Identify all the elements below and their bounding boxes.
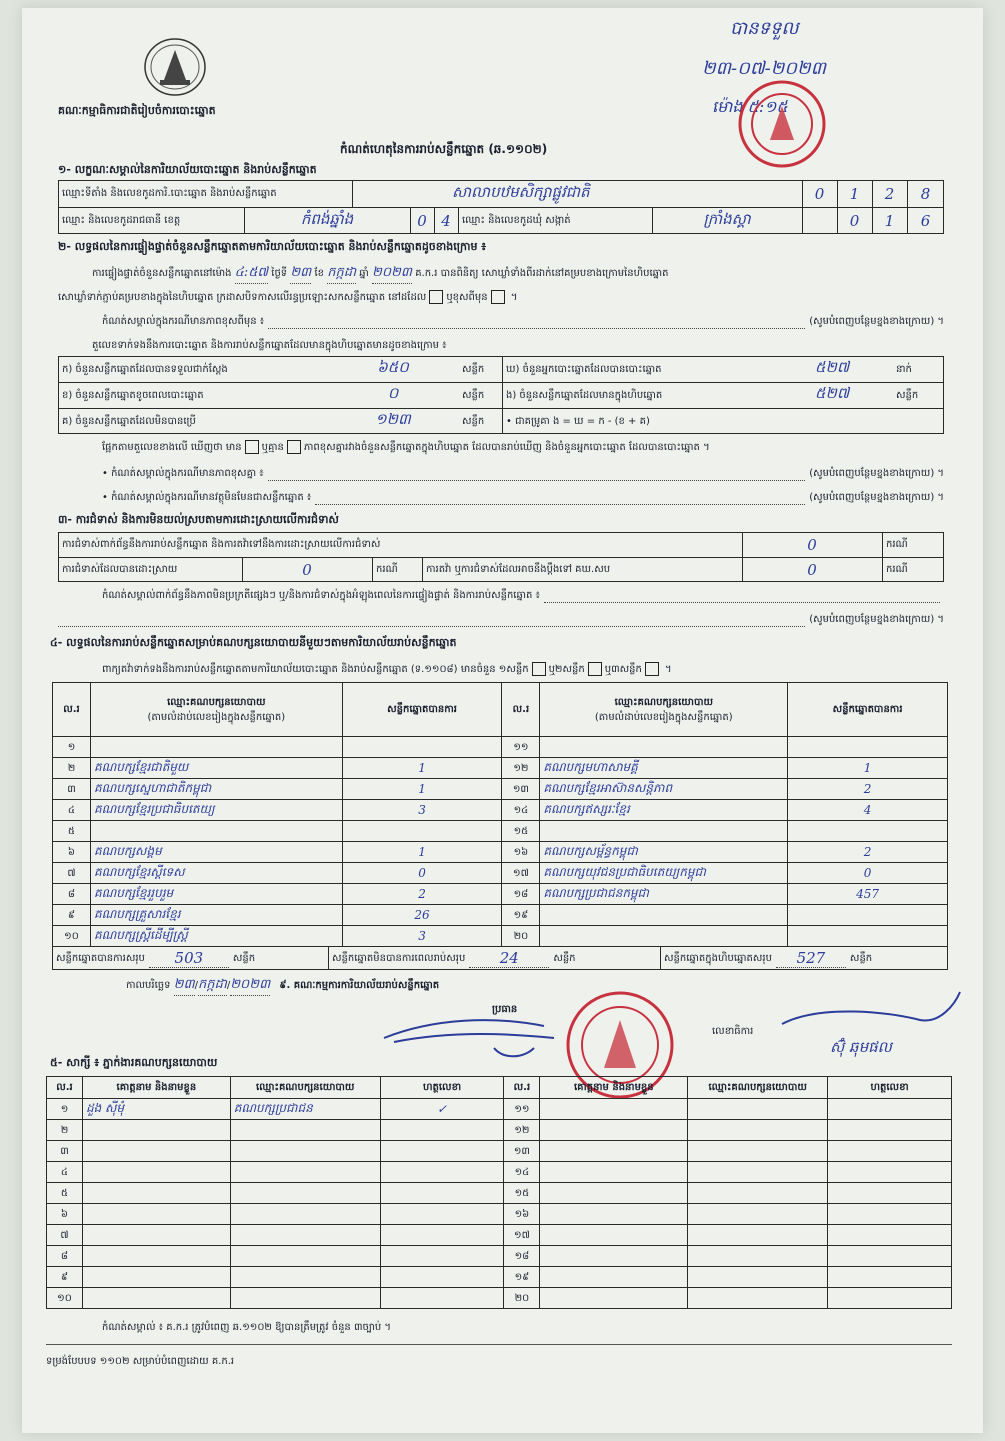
result-no: ៩ bbox=[53, 905, 91, 926]
form-title: កំណត់ហេតុនៃការរាប់សន្លឹកឆ្នោត (ឆ.១១០២) bbox=[340, 142, 548, 156]
section3-heading: ៣- ការជំទាស់ និងការមិនយល់ស្របតាមការដោះស្រាយលើការជំទាស់ bbox=[58, 513, 339, 526]
complaint-sheets-line: ពាក្យតវ៉ាទាក់ទងនឹងការរាប់សន្លឹកឆ្នោតតាមការិយាល័យបោះឆ្នោត និងរាប់សន្លឹកឆ្នោត (ទ.១១០៨) មានចំនួន ១សន្លឹក ឬ២សន្លឹក ឬ៣សន្លឹក ។ bbox=[102, 664, 672, 675]
result-no2: ១៨ bbox=[502, 884, 540, 905]
table-row bbox=[53, 884, 948, 905]
result-votes2 bbox=[788, 926, 948, 947]
result-party: គណបក្សសង្គម bbox=[90, 842, 342, 863]
witness-empty-cell bbox=[540, 1288, 688, 1309]
three-sheets-checkbox[interactable] bbox=[645, 662, 659, 676]
table-row bbox=[53, 926, 948, 947]
total-box-value: 527 bbox=[776, 949, 846, 968]
figure-unit: នាក់ bbox=[896, 363, 912, 375]
witness-name bbox=[82, 1267, 230, 1288]
col-no: ល.រ bbox=[53, 683, 91, 737]
verification-line: ការផ្ទៀងផ្ទាត់ចំនួនសន្លឹកឆ្នោតនៅម៉ោង ៤:៥៧ ថ្ងៃទី ២៣ ខែ កក្កដា ឆ្នាំ ២០២៣ គ.ក.រ បានពិនិត្យ សោឃ្លាំទាំងពីរដាក់នៅគម្របខាងក្រោមនៃហិបឆ្នោត bbox=[92, 264, 952, 284]
result-no: ៧ bbox=[53, 863, 91, 884]
result-party: គណបក្សខ្មែររួបរួម bbox=[90, 884, 342, 905]
witness-no: ៦ bbox=[47, 1204, 83, 1225]
table-row bbox=[53, 758, 948, 779]
difference-note: • កំណត់សម្គាល់ក្នុងករណីមានភាពខុសគ្នា ៖ (សូមបំពេញបន្ថែមខ្នងខាងក្រោយ) ។ bbox=[102, 468, 944, 479]
witness-party bbox=[230, 1288, 380, 1309]
witness-party bbox=[230, 1183, 380, 1204]
result-votes: 3 bbox=[342, 800, 502, 821]
witness-sign bbox=[380, 1141, 504, 1162]
witness-party: គណបក្សប្រជាជន bbox=[230, 1099, 380, 1120]
witness-empty-cell bbox=[540, 1246, 688, 1267]
result-votes: 2 bbox=[342, 884, 502, 905]
red-seal-icon bbox=[736, 78, 828, 170]
witness-empty-cell bbox=[688, 1288, 828, 1309]
witness-sign bbox=[380, 1120, 504, 1141]
result-votes bbox=[342, 737, 502, 758]
figure-unit: សន្លឹក bbox=[462, 389, 485, 401]
result-no: ១០ bbox=[53, 926, 91, 947]
has-difference-checkbox[interactable] bbox=[245, 440, 259, 454]
result-no2: ១៧ bbox=[502, 863, 540, 884]
witness-empty-cell bbox=[540, 1267, 688, 1288]
col-votes-2: សន្លឹកឆ្នោតបានការ bbox=[788, 683, 948, 737]
figure-label: គ) ចំនួនសន្លឹកឆ្នោតដែលមិនបានប្រើ bbox=[62, 415, 196, 427]
witness-empty-cell bbox=[540, 1204, 688, 1225]
result-party: គណបក្សខ្មែរជាតិមួយ bbox=[90, 758, 342, 779]
witness-empty-cell bbox=[828, 1099, 952, 1120]
unchanged-checkbox[interactable] bbox=[429, 290, 443, 304]
footnote: កំណត់សម្គាល់ ៖ គ.ក.រ ត្រូវបំពេញ ឆ.១១០២ ឱ្យបានត្រឹមត្រូវ ចំនួន ៣ច្បាប់ ។ bbox=[102, 1322, 391, 1333]
total-invalid: សន្លឹកឆ្នោតមិនបានការពេលរាប់សរុប 24 សន្លឹក bbox=[332, 948, 576, 967]
witness-empty-cell bbox=[688, 1267, 828, 1288]
witness-party bbox=[230, 1246, 380, 1267]
table-row bbox=[53, 905, 948, 926]
result-votes2 bbox=[788, 737, 948, 758]
result-party: គណបក្សស្នេហាជាតិកម្ពុជា bbox=[90, 779, 342, 800]
section2-heading: ២- លទ្ធផលនៃការផ្ទៀងផ្ទាត់ចំនួនសន្លឹកឆ្នោតតាមការិយាល័យបោះឆ្នោត និងរាប់សន្លឹកឆ្នោតដូចខាងក្រោម ៖ bbox=[58, 240, 487, 253]
result-party: គណបក្សខ្មែរប្រជាធិបតេយ្យ bbox=[90, 800, 342, 821]
table-row bbox=[47, 1162, 952, 1183]
witness-party bbox=[230, 1120, 380, 1141]
difference-note-line: កំណត់សម្គាល់ក្នុងករណីមានភាពខុសពីមុន ៖ (សូមបំពេញបន្ថែមខ្នងខាងក្រោយ) ។ bbox=[102, 316, 944, 327]
result-votes2: 2 bbox=[788, 779, 948, 800]
result-votes2: 1 bbox=[788, 758, 948, 779]
witness-no: ៨ bbox=[47, 1246, 83, 1267]
witness-no: ៣ bbox=[47, 1141, 83, 1162]
difference-line: ផ្អែកតាមតួលេខខាងលើ ឃើញថា មាន ឬគ្មាន ភាពខុសគ្នារវាងចំនួនសន្លឹកឆ្នោតក្នុងហិបឆ្នោត ដែលបានរាប់ឃើញ និងចំនួនអ្នកបោះឆ្នោត ដែលបានបោះឆ្នោត ។ bbox=[102, 442, 710, 453]
table-row bbox=[53, 800, 948, 821]
result-party2: គណបក្សប្រជាជនកម្ពុជា bbox=[540, 884, 788, 905]
results-table bbox=[52, 682, 948, 947]
appeal-label: ការតវ៉ា ឬការជំទាស់ដែលអាចនឹងប្តឹងទៅ គឃ.សប bbox=[426, 564, 611, 575]
verification-day: ២៣ bbox=[290, 264, 311, 284]
witness-no: ៥ bbox=[47, 1183, 83, 1204]
result-party2 bbox=[540, 821, 788, 842]
result-votes2: 4 bbox=[788, 800, 948, 821]
objection-unit: ករណី bbox=[886, 539, 908, 550]
result-votes: 1 bbox=[342, 842, 502, 863]
office-label: ឈ្មោះទីតាំង និងលេខកូដការិ.បោះឆ្នោត និងរាប់សន្លឹកឆ្នោត bbox=[62, 188, 277, 199]
figure-value: ៦៥០ bbox=[377, 358, 409, 376]
col-party: ឈ្មោះគណបក្សនយោបាយ (តាមលំដាប់លេខរៀងក្នុងសន្លឹកឆ្នោត) bbox=[90, 683, 342, 737]
commune-value: ក្រាំងស្គា bbox=[703, 209, 751, 228]
result-votes: 3 bbox=[342, 926, 502, 947]
result-no: ៤ bbox=[53, 800, 91, 821]
witness-no: ៤ bbox=[47, 1162, 83, 1183]
result-no2: ១៥ bbox=[502, 821, 540, 842]
office-value: សាលាបឋមសិក្សាផ្លូវជាតិ bbox=[452, 182, 590, 201]
table-row bbox=[53, 779, 948, 800]
witness-empty-cell bbox=[540, 1225, 688, 1246]
result-no: ៨ bbox=[53, 884, 91, 905]
witness-empty-cell bbox=[688, 1183, 828, 1204]
result-votes2 bbox=[788, 821, 948, 842]
witness-no: ៩ bbox=[47, 1267, 83, 1288]
witness-no2: ១១ bbox=[504, 1099, 540, 1120]
province-code-digit: 0 bbox=[417, 211, 427, 230]
result-no2: ២០ bbox=[502, 926, 540, 947]
result-party2: គណបក្សខ្មែរអាស៊ានសន្តិភាព bbox=[540, 779, 788, 800]
figure-label: ក) ចំនួនសន្លឹកឆ្នោតដែលបានទទួលជាក់ស្តែង bbox=[62, 363, 228, 375]
figure-value: ១២៣ bbox=[375, 410, 411, 428]
witness-empty-cell bbox=[688, 1099, 828, 1120]
seal-status-line: សោឃ្លាំទាក់ភ្ជាប់គម្របខាងក្នុងនៃហិបឆ្នោត ក្រដាសបិទកាសលើរន្ធប្រឡោះសកសន្លឹកឆ្នោត នៅដដែល ឬខុសពីមុន ។ bbox=[58, 292, 518, 303]
form-page bbox=[22, 8, 983, 1433]
one-sheet-checkbox[interactable] bbox=[532, 662, 546, 676]
witness-name bbox=[82, 1141, 230, 1162]
chair-label: ប្រធាន bbox=[492, 1004, 518, 1015]
table-row bbox=[53, 842, 948, 863]
witness-empty-cell bbox=[540, 1183, 688, 1204]
witness-name bbox=[82, 1183, 230, 1204]
result-no2: ១១ bbox=[502, 737, 540, 758]
section1-heading: ១- លក្ខណៈសម្គាល់នៃការិយាល័យបោះឆ្នោត និងរាប់សន្លឹកឆ្នោត bbox=[58, 163, 317, 176]
witness-empty-cell bbox=[828, 1267, 952, 1288]
col-votes: សន្លឹកឆ្នោតបានការ bbox=[342, 683, 502, 737]
witness-name: ដួង ស៊ីមុំ bbox=[82, 1099, 230, 1120]
table-row bbox=[47, 1120, 952, 1141]
section5-heading: ៥- សាក្សី ៖ ភ្នាក់ងារគណបក្សនយោបាយ bbox=[50, 1056, 218, 1069]
commission-name: គណៈកម្មាធិការជាតិរៀបចំការបោះឆ្នោត bbox=[58, 104, 216, 117]
table-row bbox=[47, 1267, 952, 1288]
witness-empty-cell bbox=[540, 1120, 688, 1141]
witness-empty-cell bbox=[828, 1225, 952, 1246]
total-invalid-value: 24 bbox=[469, 949, 549, 968]
witness-no2: ១៨ bbox=[504, 1246, 540, 1267]
received-stamp bbox=[702, 14, 932, 154]
witness-no: ៧ bbox=[47, 1225, 83, 1246]
table-row bbox=[47, 1183, 952, 1204]
verification-time: ៤:៥៧ bbox=[235, 264, 268, 284]
witness-empty-cell bbox=[540, 1099, 688, 1120]
foreign-object-note: • កំណត់សម្គាល់ក្នុងករណីមានវត្ថុមិនមែនជាសន្លឹកឆ្នោត ៖ (សូមបំពេញបន្ថែមខ្នងខាងក្រោយ) ។ bbox=[102, 492, 944, 503]
table-row bbox=[47, 1204, 952, 1225]
result-votes2: 0 bbox=[788, 863, 948, 884]
witness-empty-cell bbox=[688, 1225, 828, 1246]
table-row bbox=[47, 1141, 952, 1162]
appeal-unit: ករណី bbox=[886, 564, 908, 575]
commune-code-digit: 0 bbox=[849, 211, 860, 230]
result-party2: គណបក្សសម្ព័ន្ធកម្ពុជា bbox=[540, 842, 788, 863]
witness-empty-cell bbox=[828, 1141, 952, 1162]
witness-empty-cell bbox=[688, 1120, 828, 1141]
witness-sign bbox=[380, 1267, 504, 1288]
figure-value bbox=[772, 408, 892, 434]
resolved-unit: ករណី bbox=[376, 564, 398, 575]
commune-code-digit: 6 bbox=[920, 211, 931, 230]
witness-empty-cell bbox=[828, 1246, 952, 1267]
total-in-box: សន្លឹកឆ្នោតក្នុងហិបឆ្នោតសរុប 527 សន្លឹក bbox=[664, 948, 873, 967]
result-party: គណបក្សខ្មែរស្ដីទេស bbox=[90, 863, 342, 884]
result-votes: 1 bbox=[342, 779, 502, 800]
witness-empty-cell bbox=[828, 1120, 952, 1141]
total-valid-value: 503 bbox=[149, 949, 229, 968]
witness-no2: ១៩ bbox=[504, 1267, 540, 1288]
figure-unit bbox=[892, 408, 944, 434]
figure-unit: សន្លឹក bbox=[462, 363, 485, 375]
witness-party bbox=[230, 1204, 380, 1225]
table-row bbox=[47, 1099, 952, 1120]
witness-name bbox=[82, 1120, 230, 1141]
witness-party bbox=[230, 1141, 380, 1162]
witness-no: ១ bbox=[47, 1099, 83, 1120]
witness-no2: ២០ bbox=[504, 1288, 540, 1309]
witness-party bbox=[230, 1162, 380, 1183]
province-value: កំពង់ឆ្នាំង bbox=[300, 209, 354, 228]
verification-month: កក្កដា bbox=[327, 264, 356, 284]
result-no: ៣ bbox=[53, 779, 91, 800]
result-no2: ១៩ bbox=[502, 905, 540, 926]
result-no: ២ bbox=[53, 758, 91, 779]
witness-party bbox=[230, 1225, 380, 1246]
result-party bbox=[90, 821, 342, 842]
objection-count: 0 bbox=[807, 535, 817, 554]
result-votes2: 2 bbox=[788, 842, 948, 863]
witness-empty-cell bbox=[540, 1162, 688, 1183]
witness-sign bbox=[380, 1246, 504, 1267]
witness-empty-cell bbox=[828, 1162, 952, 1183]
result-party2 bbox=[540, 926, 788, 947]
result-party2 bbox=[540, 737, 788, 758]
col-party-2: ឈ្មោះគណបក្សនយោបាយ (តាមលំដាប់លេខរៀងក្នុងសន្លឹកឆ្នោត) bbox=[540, 683, 788, 737]
received-time: ម៉ោង ៥:១៥ bbox=[712, 97, 788, 116]
nec-emblem-icon bbox=[142, 36, 208, 98]
result-no2: ១៣ bbox=[502, 779, 540, 800]
commune-code-digit: 1 bbox=[884, 211, 895, 230]
no-difference-checkbox[interactable] bbox=[287, 440, 301, 454]
figure-label: • ជាគម្រូគា ង = ឃ = ក - (ខ + គ) bbox=[506, 415, 650, 427]
figure-label: ខ) ចំនួនសន្លឹកឆ្នោតខូចពេលបោះឆ្នោត bbox=[62, 389, 204, 401]
witness-empty-cell bbox=[540, 1141, 688, 1162]
witness-no2: ១៧ bbox=[504, 1225, 540, 1246]
witness-no2: ១៣ bbox=[504, 1141, 540, 1162]
table-row bbox=[53, 737, 948, 758]
figure-unit: សន្លឹក bbox=[462, 415, 485, 427]
witness-empty-cell bbox=[828, 1288, 952, 1309]
figure-value: ៥២៧ bbox=[814, 358, 850, 376]
witness-name bbox=[82, 1288, 230, 1309]
witness-name bbox=[82, 1225, 230, 1246]
figure-label: ង) ចំនួនសន្លឹកឆ្នោតដែលមានក្នុងហិបឆ្នោត bbox=[506, 389, 663, 401]
figures-intro: តួលេខទាក់ទងនឹងការបោះឆ្នោត និងការរាប់សន្លឹកឆ្នោតដែលមានក្នុងហិបឆ្នោតមានដូចខាងក្រោម ៖ bbox=[92, 340, 447, 351]
witness-empty-cell bbox=[688, 1162, 828, 1183]
chair-signature-icon bbox=[374, 1008, 574, 1068]
witness-no2: ១៦ bbox=[504, 1204, 540, 1225]
figure-value: ០ bbox=[387, 384, 399, 402]
office-code-digit: 0 bbox=[814, 184, 825, 203]
office-code-digit: 8 bbox=[920, 184, 931, 203]
office-code-digit: 2 bbox=[884, 184, 895, 203]
irregularity-note-cont: (សូមបំពេញបន្ថែមខ្នងខាងក្រោយ) ។ bbox=[58, 612, 944, 627]
result-votes: 1 bbox=[342, 758, 502, 779]
witness-sign: ✓ bbox=[380, 1099, 504, 1120]
secretary-label: លេខាធិការ bbox=[712, 1026, 754, 1037]
figure-label: ឃ) ចំនួនអ្នកបោះឆ្នោតដែលបានបោះឆ្នោត bbox=[506, 363, 662, 375]
witness-name bbox=[82, 1162, 230, 1183]
changed-checkbox[interactable] bbox=[491, 290, 505, 304]
witness-no2: ១២ bbox=[504, 1120, 540, 1141]
resolved-count: 0 bbox=[302, 560, 312, 579]
result-party2: គណបក្សឥស្សរៈខ្មែរ bbox=[540, 800, 788, 821]
result-party2 bbox=[540, 905, 788, 926]
col-no-2: ល.រ bbox=[502, 683, 540, 737]
witness-empty-cell bbox=[688, 1141, 828, 1162]
result-votes2: 457 bbox=[788, 884, 948, 905]
result-party: គណបក្សស្ត្រីដើម្បីស្ត្រី bbox=[90, 926, 342, 947]
result-no2: ១៤ bbox=[502, 800, 540, 821]
witness-no2: ១៥ bbox=[504, 1183, 540, 1204]
commune-label: ឈ្មោះ និងលេខកូដឃុំ សង្កាត់ bbox=[462, 215, 571, 226]
witness-empty-cell bbox=[688, 1204, 828, 1225]
witness-name bbox=[82, 1204, 230, 1225]
irregularity-note: កំណត់សម្គាល់ពាក់ព័ន្ធនឹងភាពមិនប្រក្រតីផ្សេងៗ ឬ/និងការជំទាស់ក្នុងអំឡុងពេលនៃការផ្ទៀងផ្ទាត់ និងការរាប់សន្លឹកឆ្នោត ៖ bbox=[102, 588, 944, 603]
province-code-digit: 4 bbox=[441, 211, 451, 230]
table-row bbox=[53, 863, 948, 884]
secretary-signature-icon bbox=[770, 984, 970, 1044]
result-votes2 bbox=[788, 905, 948, 926]
table-row bbox=[47, 1288, 952, 1309]
resolved-label: ការជំទាស់ដែលបានដោះស្រាយ bbox=[62, 564, 178, 575]
objection-label: ការជំទាស់ពាក់ព័ន្ធនឹងការរាប់សន្លឹកឆ្នោត និងការតវ៉ាទៅនឹងការដោះស្រាយលើការជំទាស់ bbox=[62, 539, 381, 550]
result-party2: គណបក្សមហាសាមគ្គី bbox=[540, 758, 788, 779]
figure-value: ៥២៧ bbox=[814, 384, 850, 402]
office-code-digit: 1 bbox=[849, 184, 860, 203]
signing-date: កាលបរិច្ឆេទ ២៣/កក្កដា/២០២៣ ៩. គណៈកម្មការការិយាល័យរាប់សន្លឹកឆ្នោត bbox=[126, 976, 439, 996]
result-no: ៥ bbox=[53, 821, 91, 842]
witness-no: ១០ bbox=[47, 1288, 83, 1309]
witness-sign bbox=[380, 1288, 504, 1309]
result-party: គណបក្សគ្រួសារខ្មែរ bbox=[90, 905, 342, 926]
witness-table: ល.រ គោត្តនាម និងនាមខ្លួន ឈ្មោះគណបក្សនយោបាយ ហត្ថលេខា ល.រ គោត្តនាម និងនាមខ្លួន ឈ្មោះគណបក្សនយោបាយ ហត្ថលេខា ១ ដួង ស៊ីមុំ គណបក្សប្រជាជន ✓ ១១ ២ ១២ ៣ ១៣ ៤ ១៤ ៥ ១៥ ៦ ១៦ ៧ ១៧ ៨ ១៨ ៩ ១៩ ១០ ២០ bbox=[46, 1076, 952, 1309]
witness-no2: ១៤ bbox=[504, 1162, 540, 1183]
witness-sign bbox=[380, 1183, 504, 1204]
result-party bbox=[90, 737, 342, 758]
table-row bbox=[47, 1225, 952, 1246]
witness-sign bbox=[380, 1225, 504, 1246]
witness-no: ២ bbox=[47, 1120, 83, 1141]
section4-heading: ៤- លទ្ធផលនៃការរាប់សន្លឹកឆ្នោតសម្រាប់គណបក្សនយោបាយនីមួយៗតាមការិយាល័យរាប់សន្លឹកឆ្នោត bbox=[50, 636, 457, 649]
received-date: ២៣-០៧-២០២៣ bbox=[702, 58, 827, 79]
total-valid: សន្លឹកឆ្នោតបានការសរុប 503 សន្លឹក bbox=[56, 948, 256, 967]
result-no: ៦ bbox=[53, 842, 91, 863]
province-label: ឈ្មោះ និងលេខកូដរាជធានី ខេត្ត bbox=[62, 215, 181, 226]
witness-sign bbox=[380, 1204, 504, 1225]
table-row bbox=[47, 1246, 952, 1267]
result-votes: 0 bbox=[342, 863, 502, 884]
received-label: បានទទួល bbox=[730, 18, 799, 39]
witness-name bbox=[82, 1246, 230, 1267]
result-party2: គណបក្សយុវជនប្រជាធិបតេយ្យកម្ពុជា bbox=[540, 863, 788, 884]
result-no2: ១៦ bbox=[502, 842, 540, 863]
appeal-count: 0 bbox=[807, 560, 817, 579]
witness-empty-cell bbox=[688, 1246, 828, 1267]
two-sheets-checkbox[interactable] bbox=[588, 662, 602, 676]
secretary-name: ស៊ុំ ឆុមផល bbox=[830, 1038, 892, 1056]
witness-empty-cell bbox=[828, 1204, 952, 1225]
verification-year: ២០២៣ bbox=[372, 264, 412, 284]
witness-party bbox=[230, 1267, 380, 1288]
witness-sign bbox=[380, 1162, 504, 1183]
result-votes bbox=[342, 821, 502, 842]
result-no2: ១២ bbox=[502, 758, 540, 779]
table-row bbox=[53, 821, 948, 842]
figure-unit: សន្លឹក bbox=[896, 389, 919, 401]
witness-empty-cell bbox=[828, 1183, 952, 1204]
form-footer: ទម្រង់បែបបទ ១១០២ សម្រាប់បំពេញដោយ គ.ក.រ bbox=[46, 1356, 235, 1367]
result-votes: 26 bbox=[342, 905, 502, 926]
result-no: ១ bbox=[53, 737, 91, 758]
